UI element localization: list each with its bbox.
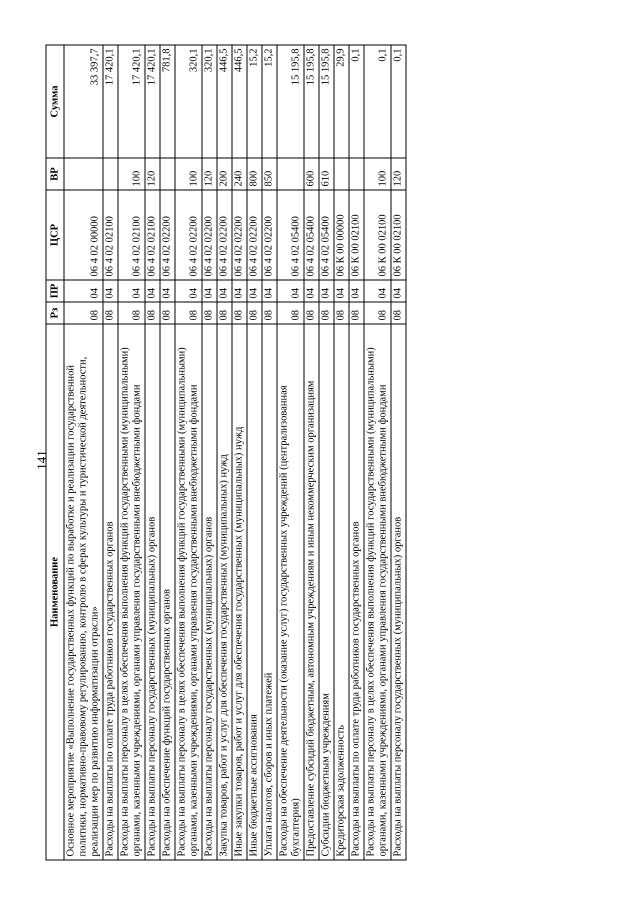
cell-csr: 06 4 02 02200 — [262, 190, 277, 280]
cell-rz: 08 — [118, 302, 145, 324]
table-row — [349, 45, 364, 860]
table-row — [391, 45, 406, 860]
cell-csr: 06 4 02 02200 — [202, 190, 217, 280]
cell-sum: 0,1 — [364, 45, 391, 158]
cell-vr — [349, 158, 364, 190]
cell-name: Расходы на обеспечение деятельности (оказание услуг) государственных учреждений (централизованная бухгалтерия) — [277, 324, 304, 860]
budget-table — [46, 45, 407, 861]
cell-name: Предоставление субсидий бюджетным, автономным учреждениям и иным некоммерческим организациям — [304, 324, 319, 860]
table-row — [277, 45, 304, 860]
cell-sum: 17 420,1 — [145, 45, 160, 158]
table-row — [202, 45, 217, 860]
cell-vr — [334, 158, 349, 190]
cell-rz: 08 — [202, 302, 217, 324]
cell-vr — [160, 158, 175, 190]
cell-csr: 06 К 00 02100 — [349, 190, 364, 280]
cell-csr: 06 4 02 02100 — [103, 190, 118, 280]
cell-pr: 04 — [145, 280, 160, 302]
cell-vr: 120 — [202, 158, 217, 190]
cell-rz: 08 — [175, 302, 202, 324]
cell-csr: 06 4 02 00000 — [64, 190, 103, 280]
table-header-row — [46, 45, 64, 860]
cell-pr: 04 — [103, 280, 118, 302]
cell-vr: 100 — [175, 158, 202, 190]
cell-rz: 08 — [364, 302, 391, 324]
cell-pr: 04 — [349, 280, 364, 302]
cell-csr: 06 4 02 02200 — [160, 190, 175, 280]
cell-name: Расходы на выплаты по оплате труда работников государственных органов — [349, 324, 364, 860]
cell-rz: 08 — [145, 302, 160, 324]
cell-csr: 06 4 02 02200 — [175, 190, 202, 280]
cell-pr: 04 — [160, 280, 175, 302]
cell-sum: 15,2 — [247, 45, 262, 158]
header-rz: Рз — [46, 302, 64, 324]
cell-csr: 06 4 02 05400 — [277, 190, 304, 280]
table-row — [217, 45, 232, 860]
cell-pr: 04 — [118, 280, 145, 302]
cell-rz: 08 — [247, 302, 262, 324]
cell-csr: 06 4 02 02200 — [247, 190, 262, 280]
cell-vr: 200 — [217, 158, 232, 190]
cell-name: Закупка товаров, работ и услуг для обеспечения государственных (муниципальных) нужд — [217, 324, 232, 860]
cell-name: Иные бюджетные ассигнования — [247, 324, 262, 860]
cell-rz: 08 — [277, 302, 304, 324]
cell-sum: 15 195,8 — [277, 45, 304, 158]
cell-pr: 04 — [202, 280, 217, 302]
table-row — [160, 45, 175, 860]
cell-pr: 04 — [319, 280, 334, 302]
table-row — [118, 45, 145, 860]
cell-sum: 0,1 — [391, 45, 406, 158]
cell-rz: 08 — [232, 302, 247, 324]
cell-sum: 17 420,1 — [118, 45, 145, 158]
cell-name: Расходы на выплаты персоналу государственных (муниципальных) органов — [391, 324, 406, 860]
cell-name: Основное мероприятие «Выполнение государственных функций по выработке и реализации государственной политики, нормативно-правовому регулированию, контролю в сферах культуры и туристической деятельности, реализации мер по развитию информатизации отрасли» — [64, 324, 103, 860]
cell-csr: 06 4 02 02100 — [145, 190, 160, 280]
cell-csr: 06 4 02 02100 — [118, 190, 145, 280]
cell-sum: 320,1 — [175, 45, 202, 158]
cell-rz: 08 — [391, 302, 406, 324]
header-csr: ЦСР — [46, 190, 64, 280]
cell-vr: 610 — [319, 158, 334, 190]
table-row — [103, 45, 118, 860]
cell-rz: 08 — [217, 302, 232, 324]
cell-csr: 06 4 02 02200 — [217, 190, 232, 280]
cell-vr: 120 — [145, 158, 160, 190]
cell-rz: 08 — [160, 302, 175, 324]
cell-pr: 04 — [391, 280, 406, 302]
table-row — [334, 45, 349, 860]
cell-pr: 04 — [277, 280, 304, 302]
cell-pr: 04 — [64, 280, 103, 302]
cell-pr: 04 — [262, 280, 277, 302]
header-vr: ВР — [46, 158, 64, 190]
cell-sum: 15 195,8 — [304, 45, 319, 158]
cell-csr: 06 4 02 05400 — [304, 190, 319, 280]
cell-pr: 04 — [334, 280, 349, 302]
cell-sum: 446,5 — [232, 45, 247, 158]
cell-csr: 06 К 00 02100 — [391, 190, 406, 280]
cell-name: Расходы на выплаты по оплате труда работников государственных органов — [103, 324, 118, 860]
table-row — [145, 45, 160, 860]
rotated-page — [46, 46, 596, 861]
cell-name: Расходы на обеспечение функций государственных органов — [160, 324, 175, 860]
cell-name: Расходы на выплаты персоналу государственных (муниципальных) органов — [202, 324, 217, 860]
cell-vr — [64, 158, 103, 190]
cell-sum: 446,5 — [217, 45, 232, 158]
cell-rz: 08 — [64, 302, 103, 324]
cell-name: Иные закупки товаров, работ и услуг для обеспечения государственных (муниципальных) нужд — [232, 324, 247, 860]
table-row — [232, 45, 247, 860]
table-row — [262, 45, 277, 860]
cell-rz: 08 — [349, 302, 364, 324]
cell-name: Субсидии бюджетным учреждениям — [319, 324, 334, 860]
cell-sum: 17 420,1 — [103, 45, 118, 158]
cell-vr: 100 — [364, 158, 391, 190]
cell-sum: 781,8 — [160, 45, 175, 158]
cell-sum: 0,1 — [349, 45, 364, 158]
cell-rz: 08 — [103, 302, 118, 324]
cell-name: Кредиторская задолженность — [334, 324, 349, 860]
cell-csr: 06 4 02 02200 — [232, 190, 247, 280]
cell-vr: 800 — [247, 158, 262, 190]
cell-vr — [103, 158, 118, 190]
cell-vr: 600 — [304, 158, 319, 190]
cell-pr: 04 — [364, 280, 391, 302]
cell-vr: 240 — [232, 158, 247, 190]
cell-rz: 08 — [304, 302, 319, 324]
table-row — [319, 45, 334, 860]
cell-name: Расходы на выплаты персоналу государственных (муниципальных) органов — [145, 324, 160, 860]
cell-pr: 04 — [304, 280, 319, 302]
cell-sum: 33 397,7 — [64, 45, 103, 158]
header-pr: ПР — [46, 280, 64, 302]
cell-name: Расходы на выплаты персоналу в целях обеспечения выполнения функций государственными (муниципальными) органами, казенными учреждениями, органами управления государственными внебюджетными фондами — [364, 324, 391, 860]
cell-rz: 08 — [262, 302, 277, 324]
cell-sum: 15,2 — [262, 45, 277, 158]
cell-vr — [277, 158, 304, 190]
cell-rz: 08 — [334, 302, 349, 324]
table-row — [175, 45, 202, 860]
cell-csr: 06 К 00 02100 — [364, 190, 391, 280]
cell-sum: 15 195,8 — [319, 45, 334, 158]
cell-name: Расходы на выплаты персоналу в целях обеспечения выполнения функций государственными (муниципальными) органами, казенными учреждениями, органами управления государственными внебюджетными фондами — [175, 324, 202, 860]
cell-pr: 04 — [217, 280, 232, 302]
cell-name: Расходы на выплаты персоналу в целях обеспечения выполнения функций государственными (муниципальными) органами, казенными учреждениями, органами управления государственными внебюджетными фондами — [118, 324, 145, 860]
cell-pr: 04 — [175, 280, 202, 302]
cell-vr: 120 — [391, 158, 406, 190]
cell-rz: 08 — [319, 302, 334, 324]
cell-vr: 100 — [118, 158, 145, 190]
table-row — [64, 45, 103, 860]
cell-pr: 04 — [232, 280, 247, 302]
cell-pr: 04 — [247, 280, 262, 302]
cell-sum: 29,9 — [334, 45, 349, 158]
cell-csr: 06 К 00 00000 — [334, 190, 349, 280]
page-number: 141 — [33, 450, 49, 470]
header-name: Наименование — [46, 324, 64, 860]
header-sum: Сумма — [46, 45, 64, 158]
cell-name: Уплата налогов, сборов и иных платежей — [262, 324, 277, 860]
cell-sum: 320,1 — [202, 45, 217, 158]
table-row — [364, 45, 391, 860]
cell-csr: 06 4 02 05400 — [319, 190, 334, 280]
cell-vr: 850 — [262, 158, 277, 190]
table-row — [304, 45, 319, 860]
table-row — [247, 45, 262, 860]
